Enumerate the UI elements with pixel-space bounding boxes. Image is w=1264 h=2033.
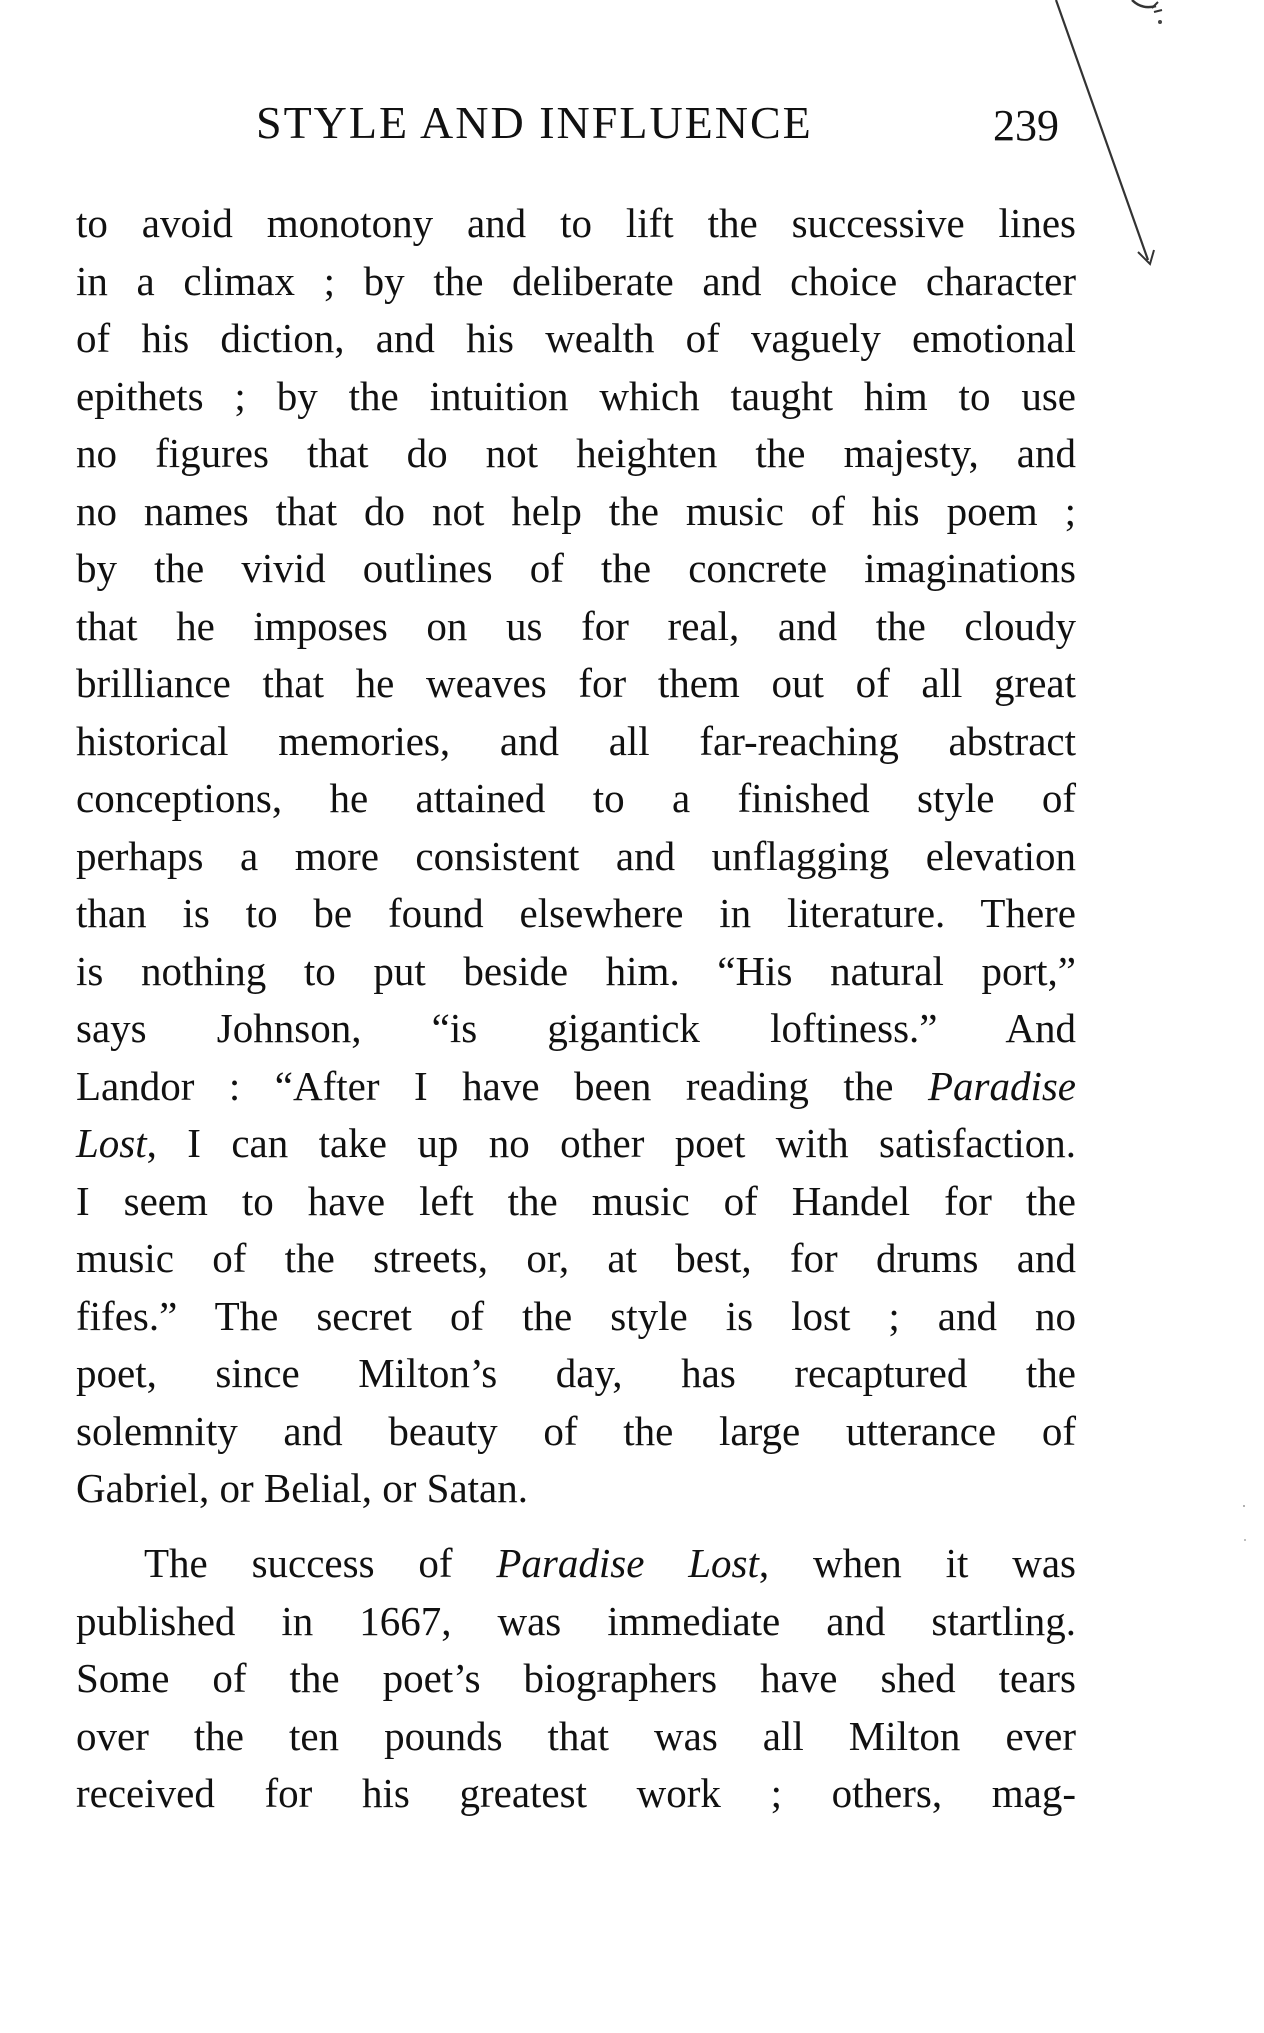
text-line: Landor : “After I have been reading the Paradise <box>76 1062 1076 1109</box>
text-line: Lost, I can take up no other poet with satisfaction. <box>76 1120 1076 1166</box>
text-line: is nothing to put beside him. “His natural port,” <box>76 947 1076 994</box>
text-line: conceptions, he attained to a finished style of <box>76 775 1076 821</box>
text-line: published in 1667, was immediate and startling. <box>76 1597 1076 1644</box>
text-line: I seem to have left the music of Handel for the <box>76 1177 1076 1224</box>
paragraph-2 <box>76 1535 1076 1823</box>
text-line: to avoid monotony and to lift the successive lines <box>76 200 1076 246</box>
text-line: perhaps a more consistent and unflagging elevation <box>76 832 1076 879</box>
text-line: received for his greatest work ; others, mag- <box>76 1770 1076 1816</box>
text-line: no names that do not help the music of his poem ; <box>76 487 1076 534</box>
text-line: over the ten pounds that was all Milton ever <box>76 1712 1076 1759</box>
text-line: in a climax ; by the deliberate and choice character <box>76 257 1076 304</box>
paper-speck-icon <box>1240 1500 1250 1550</box>
text-line: solemnity and beauty of the large utterance of <box>76 1407 1076 1454</box>
text-line: that he imposes on us for real, and the cloudy <box>76 602 1076 649</box>
text-line: than is to be found elsewhere in literature. There <box>76 890 1076 936</box>
text-line: brilliance that he weaves for them out of all great <box>76 660 1076 706</box>
text-line: epithets ; by the intuition which taught him to use <box>76 372 1076 419</box>
page-number: 239 <box>993 101 1059 150</box>
text-line: The success of Paradise Lost, when it was <box>144 1540 1076 1586</box>
running-head: STYLE AND INFLUENCE <box>256 97 813 148</box>
text-line: no figures that do not heighten the majesty, and <box>76 430 1076 476</box>
text-line: by the vivid outlines of the concrete imaginations <box>76 545 1076 591</box>
text-line: says Johnson, “is gigantick loftiness.” And <box>76 1005 1076 1051</box>
text-line: Gabriel, or Belial, or Satan. <box>76 1465 529 1511</box>
text-line: music of the streets, or, at best, for drums and <box>76 1235 1076 1281</box>
text-line: Some of the poet’s biographers have shed tears <box>76 1655 1076 1701</box>
text-line: fifes.” The secret of the style is lost ; and no <box>76 1292 1076 1339</box>
text-line: of his diction, and his wealth of vaguely emotional <box>76 315 1076 361</box>
text-line: poet, since Milton’s day, has recaptured the <box>76 1350 1076 1396</box>
paragraph-1 <box>76 195 1076 1518</box>
text-line: historical memories, and all far-reaching abstract <box>76 717 1076 764</box>
